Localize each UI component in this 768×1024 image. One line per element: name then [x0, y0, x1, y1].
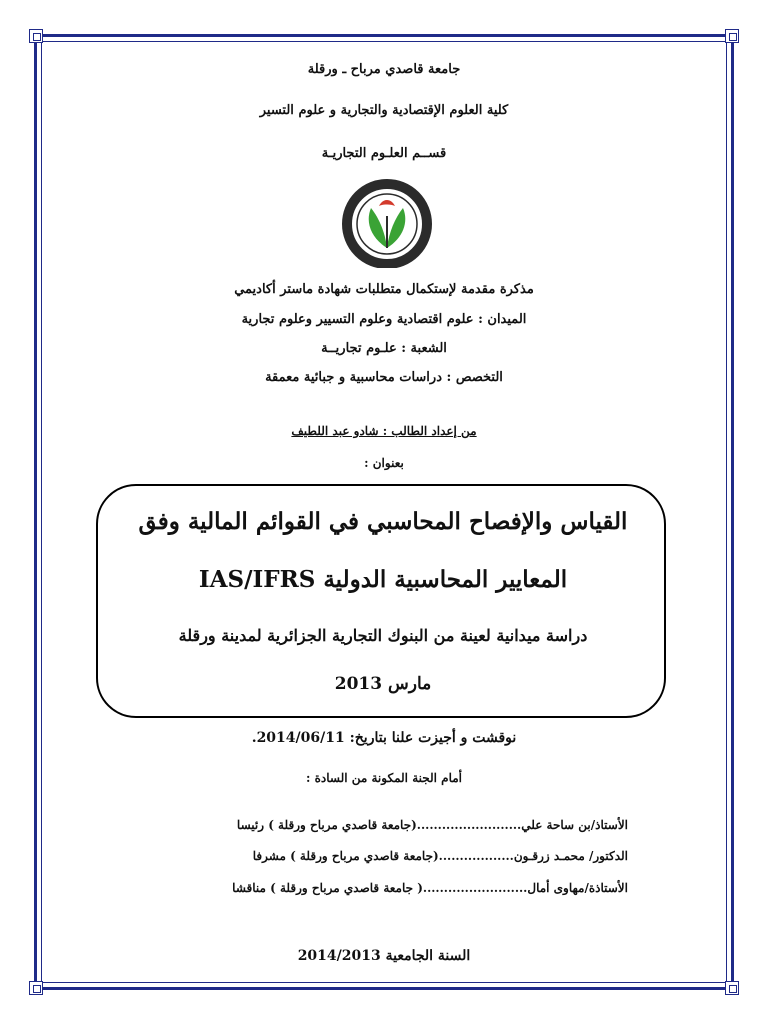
student-label: من إعداد الطالب : شادو عبد اللطيف — [291, 424, 477, 438]
student-name — [60, 424, 708, 438]
border-corner-ornament — [29, 981, 43, 995]
faculty-name: كلية العلوم الإقتصادية والتجارية و علوم التسير — [259, 103, 509, 118]
memo-field: الميدان : علوم اقتصادية وعلوم التسيير وعلوم تجارية — [241, 312, 527, 327]
university-name: جامعة قاصدي مرباح ـ ورقلة — [307, 62, 461, 77]
memo-purpose: مذكرة مقدمة لإستكمال متطلبات شهادة ماستر أكاديمي — [234, 282, 534, 297]
committee-member: الأستاذة/مهاوى أمال.........................( جامعة قاصدي مرباح ورقلة ) مناقشا — [232, 881, 628, 895]
department-name: قســم العلـوم التجاريـة — [321, 146, 447, 161]
memo-specialty: التخصص : دراسات محاسبية و جبائية معمقة — [265, 370, 503, 385]
university-logo — [327, 178, 447, 268]
thesis-title-box — [96, 484, 666, 718]
title-label: بعنوان : — [364, 456, 404, 470]
thesis-title-line2: المعايير المحاسبية الدولية IAS/IFRS — [198, 566, 568, 593]
defense-date: نوقشت و أجيزت علنا بتاريخ: 2014/06/11. — [251, 730, 517, 746]
academic-year: السنة الجامعية 2014/2013 — [297, 948, 471, 964]
border-corner-ornament — [725, 29, 739, 43]
memo-branch: الشعبة : علـوم تجاريــة — [321, 341, 447, 356]
committee-member: الأستاذ/بن ساحة علي.........................(جامعة قاصدي مرباح ورقلة ) رئيسا — [236, 818, 628, 832]
thesis-subtitle: دراسة ميدانية لعينة من البنوك التجارية الجزائرية لمدينة ورقلة — [178, 626, 588, 645]
committee-label: أمام الجنة المكونة من السادة : — [305, 771, 463, 785]
thesis-title-line1: القياس والإفصاح المحاسبي في القوائم المالية وفق — [138, 508, 628, 535]
thesis-date: مارس 2013 — [334, 674, 432, 694]
border-corner-ornament — [29, 29, 43, 43]
border-corner-ornament — [725, 981, 739, 995]
committee-member: الدكتور/ محمـد زرقـون..................(جامعة قاصدي مرباح ورقلة ) مشرفا — [252, 849, 628, 863]
